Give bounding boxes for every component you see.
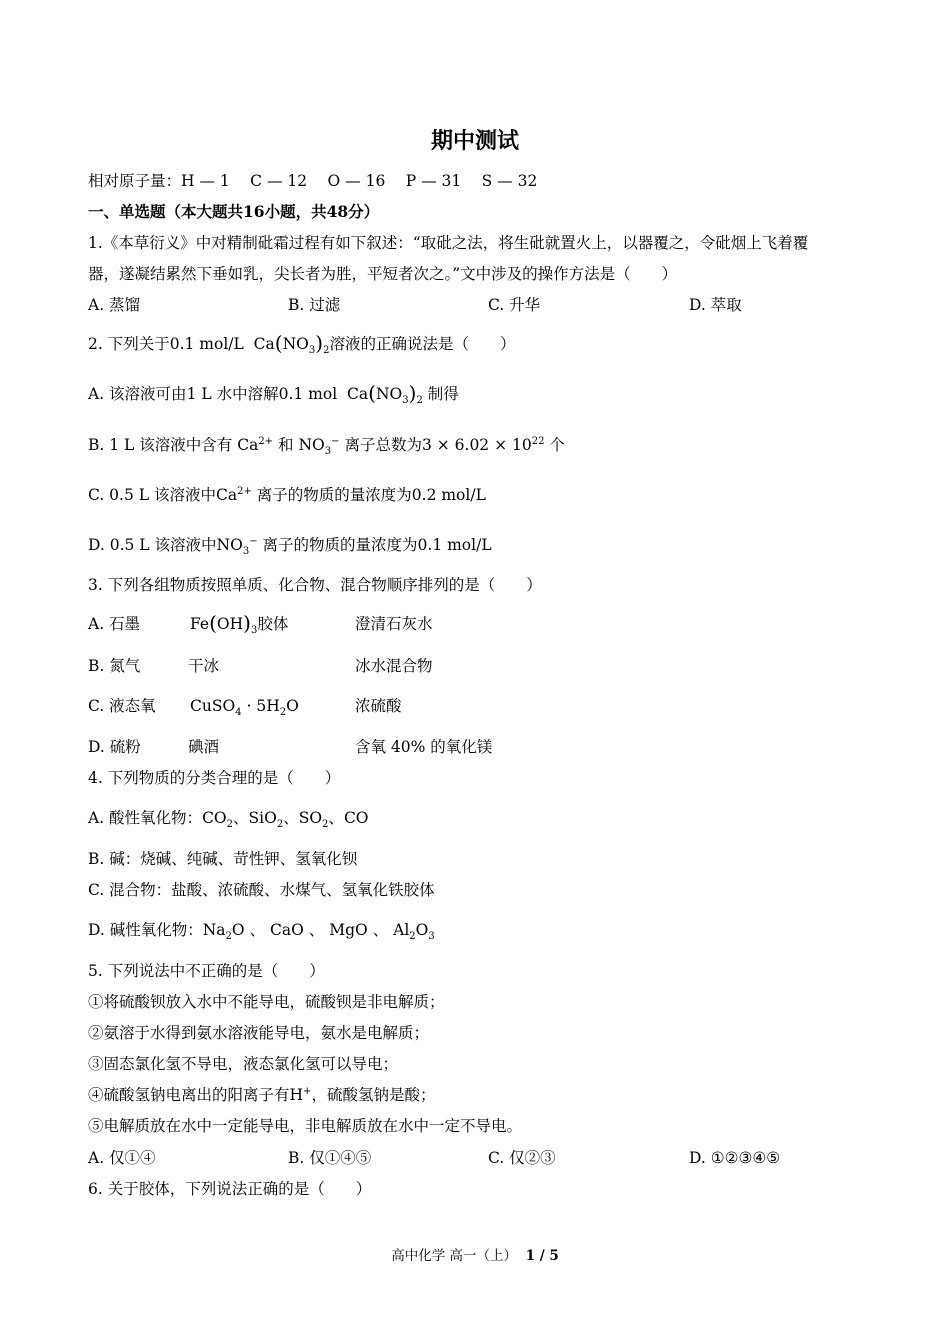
q3-option-a-col3: 澄清石灰水 — [355, 615, 433, 633]
q1-option-b: B. 过滤 — [288, 296, 341, 314]
q3-option-a-col2: $Fe(OH)_3$胶体 — [190, 611, 289, 636]
page-footer — [0, 1247, 950, 1265]
q1-option-c: C. 升华 — [488, 296, 541, 314]
q2-option-d: D. 0.5 L 该溶液中$NO_3^-$ 离子的物质的量浓度为0.1 mol/L — [88, 536, 492, 557]
q5-statement-3: ③固态氯化氢不导电，液态氯化氢可以导电； — [88, 1055, 399, 1073]
q2-option-a: A. 该溶液可由1 L 水中溶解0.1 mol $Ca(NO_3)_2$ 制得 — [88, 381, 459, 406]
q5-stem: 5. 下列说法中不正确的是（ ） — [88, 962, 325, 980]
q3-stem: 3. 下列各组物质按照单质、化合物、混合物顺序排列的是（ ） — [88, 576, 542, 594]
q5-option-d: D. ①②③④⑤ — [689, 1149, 781, 1167]
section-heading: 一、单选题（本大题共16小题，共48分） — [88, 202, 380, 221]
q5-statement-5: ⑤电解质放在水中一定能导电，非电解质放在水中一定不导电。 — [88, 1117, 523, 1135]
q4-option-a: A. 酸性氧化物：$CO_2$、SiO$_2$、$SO_2$、CO — [88, 809, 369, 830]
footer-text: 高中化学 高一（上） — [391, 1248, 518, 1264]
q4-option-d: D. 碱性氧化物：$Na_2O$ 、 CaO 、 MgO 、 $Al_2O_3$ — [88, 921, 435, 942]
q1-stem-line1: 1.《本草衍义》中对精制砒霜过程有如下叙述：“取砒之法，将生砒就置火上，以器覆之，令砒烟上飞着覆 — [88, 234, 809, 252]
q5-option-a: A. 仅①④ — [88, 1149, 156, 1167]
q3-option-d-col3: 含氧 40% 的氧化镁 — [355, 738, 493, 756]
q4-option-c: C. 混合物：盐酸、浓硫酸、水煤气、氢氧化铁胶体 — [88, 881, 435, 899]
q3-option-b-col1: B. 氮气 — [88, 657, 141, 675]
q3-option-c-col3: 浓硫酸 — [355, 697, 402, 715]
q5-statement-1: ①将硫酸钡放入水中不能导电，硫酸钡是非电解质； — [88, 993, 445, 1011]
q1-option-a: A. 蒸馏 — [88, 296, 141, 314]
atomic-masses: 相对原子量：H — 1 C — 12 O — 16 P — 31 S — 32 — [88, 172, 538, 190]
q3-option-a-col1: A. 石墨 — [88, 615, 141, 633]
q3-option-b-col2: 干冰 — [188, 657, 220, 675]
q3-option-b-col3: 冰水混合物 — [355, 657, 433, 675]
q6-stem: 6. 关于胶体，下列说法正确的是（ ） — [88, 1180, 372, 1198]
q4-option-b: B. 碱：烧碱、纯碱、苛性钾、氢氧化钡 — [88, 850, 358, 868]
q4-stem: 4. 下列物质的分类合理的是（ ） — [88, 769, 341, 787]
q5-statement-2: ②氨溶于水得到氨水溶液能导电，氨水是电解质； — [88, 1024, 430, 1042]
q3-option-c-col1: C. 液态氧 — [88, 697, 156, 715]
page-title: 期中测试 — [430, 128, 519, 154]
q5-statement-4: ④硫酸氢钠电离出的阳离子有H+，硫酸氢钠是酸； — [88, 1086, 436, 1104]
q3-option-d-col2: 碘酒 — [188, 738, 220, 756]
q3-option-c-col2: CuSO$_4$ · $5H_2O$ — [190, 697, 299, 718]
q2-option-c: C. 0.5 L 该溶液中$Ca^{2+}$ 离子的物质的量浓度为0.2 mol/L — [88, 486, 486, 504]
q3-option-d-col1: D. 硫粉 — [88, 738, 141, 756]
q1-stem-line2: 器，遂凝结累然下垂如乳，尖长者为胜，平短者次之。”文中涉及的操作方法是（ ） — [88, 265, 678, 283]
q5-option-b: B. 仅①④⑤ — [288, 1149, 372, 1167]
page-number: 1 / 5 — [525, 1248, 559, 1264]
q2-option-b: B. 1 L 该溶液中含有 $Ca^{2+}$ 和 $NO_3^-$ 离子总数为$3 \times 6.02 \times 10^{22}$ 个 — [88, 436, 565, 457]
q2-stem: 2. 下列关于0.1 mol/L $Ca(NO_3)_2$溶液的正确说法是（ ） — [88, 331, 516, 356]
q5-option-c: C. 仅②③ — [488, 1149, 556, 1167]
q1-option-d: D. 萃取 — [689, 296, 742, 314]
